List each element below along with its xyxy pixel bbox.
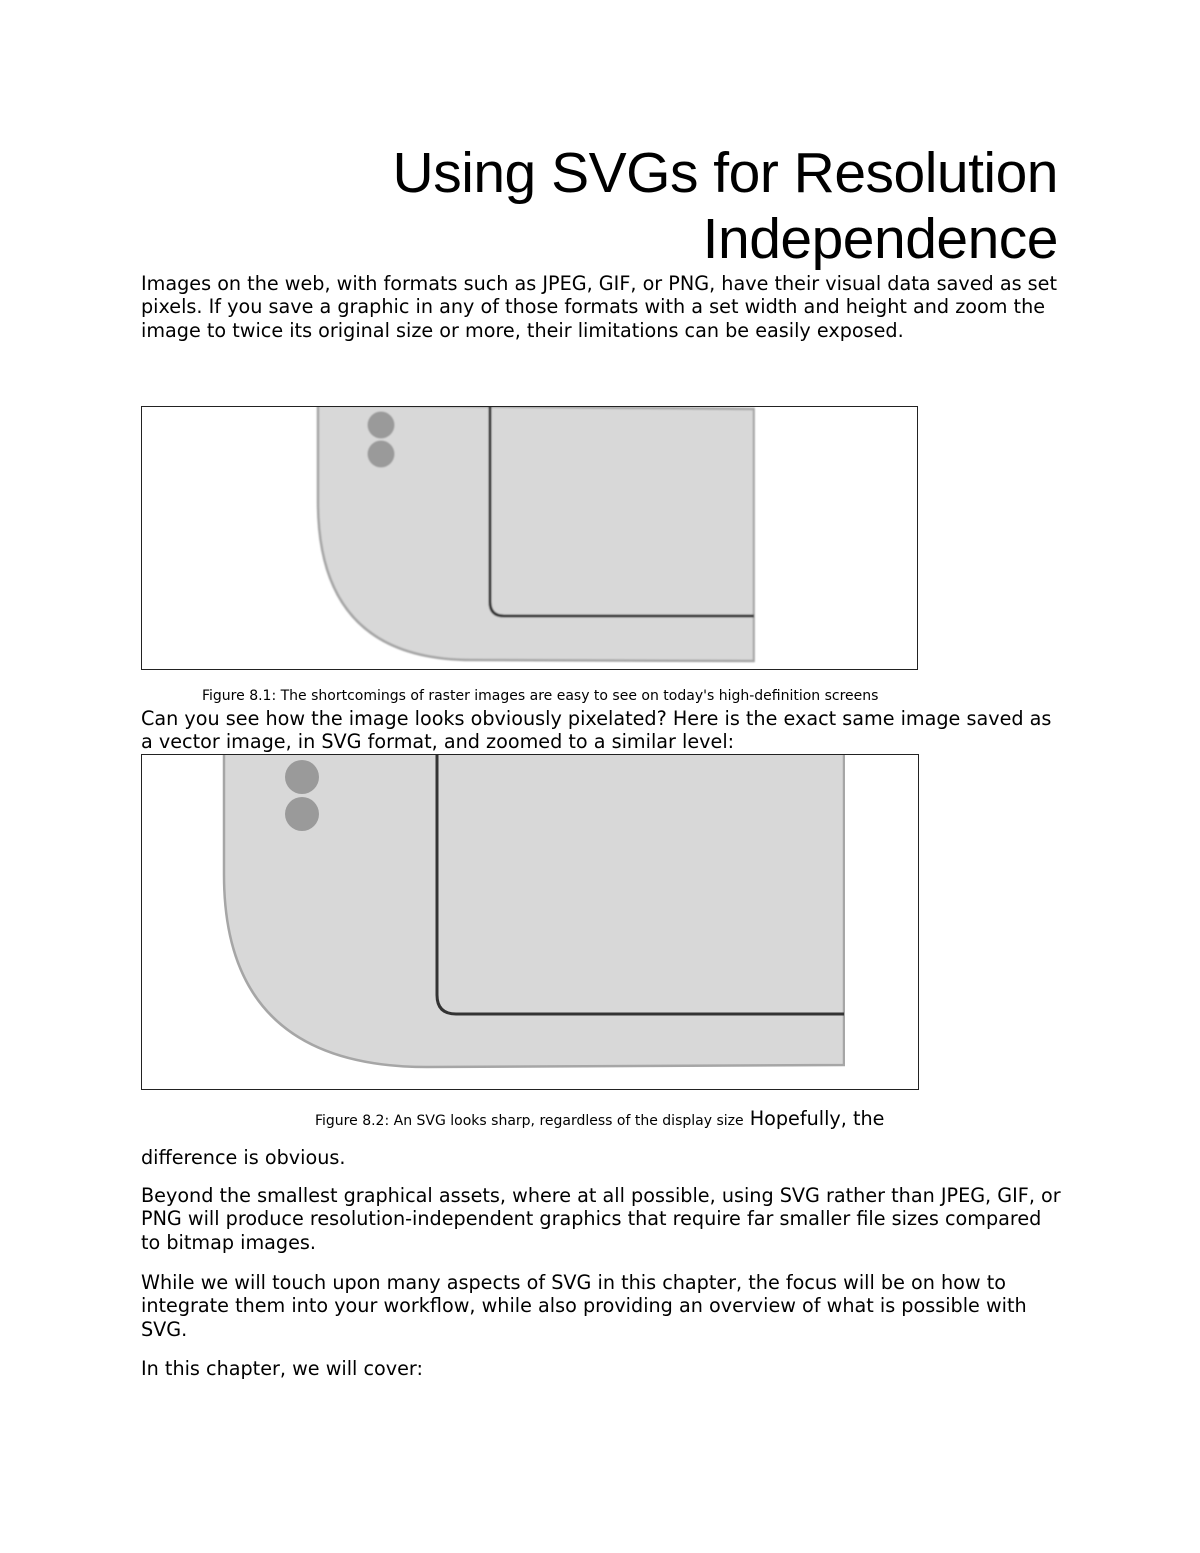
figure-raster-image bbox=[141, 406, 918, 670]
device-dot-bottom bbox=[368, 441, 395, 468]
while-paragraph: While we will touch upon many aspects of SVG in this chapter, the focus will be on how to integrate them into your workflow, while also providing an overview of what is possible with SVG. bbox=[141, 1271, 1027, 1341]
page-title bbox=[140, 140, 1058, 272]
figure-1-caption: Figure 8.1: The shortcomings of raster images are easy to see on today's high-definition screens bbox=[202, 688, 879, 704]
beyond-paragraph: Beyond the smallest graphical assets, where at all possible, using SVG rather than JPEG, GIF, or PNG will produce resolution-independent graphics that require far smaller file sizes compared to bitmap images. bbox=[141, 1184, 1061, 1254]
intro-paragraph: Images on the web, with formats such as JPEG, GIF, or PNG, have their visual data saved as set pixels. If you save a graphic in any of those formats with a set width and height and zoom the image to twice its original size or more, their limitations can be easily exposed. bbox=[141, 272, 1057, 342]
vector-device-illustration bbox=[142, 755, 918, 1089]
device-dot-top bbox=[285, 760, 319, 794]
device-dot-bottom bbox=[285, 797, 319, 831]
cover-paragraph: In this chapter, we will cover: bbox=[141, 1357, 423, 1380]
figure-svg-image bbox=[141, 754, 919, 1090]
device-dot-top bbox=[368, 412, 395, 439]
raster-device-illustration bbox=[142, 407, 917, 669]
figure-2-caption-tail: Hopefully, the bbox=[743, 1107, 885, 1130]
zoom-paragraph: Can you see how the image looks obviously pixelated? Here is the exact same image saved as a vector image, in SVG format, and zoomed to a similar level: bbox=[141, 707, 1052, 754]
figure-2-caption-text: Figure 8.2: An SVG looks sharp, regardless of the display size bbox=[315, 1113, 744, 1129]
title-line-2: Independence bbox=[702, 207, 1058, 271]
title-line-1: Using SVGs for Resolution bbox=[392, 141, 1058, 205]
figure-2-caption bbox=[315, 1107, 885, 1130]
difference-paragraph: difference is obvious. bbox=[141, 1146, 346, 1169]
device-body bbox=[224, 755, 844, 1067]
